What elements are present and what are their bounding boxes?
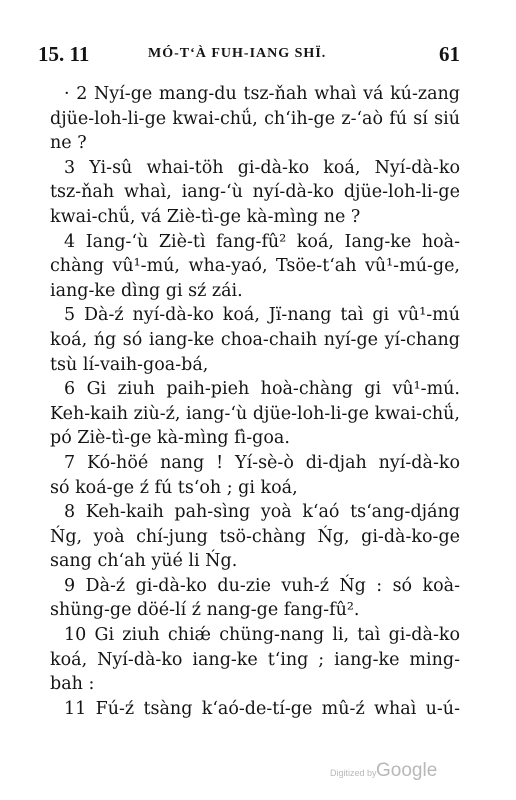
text-line: pó Ziè-tì-ge kà-mìng fì-goa. [50, 428, 290, 449]
text-line: koá, Nyí-dà-ko iang-ke tʻing ; iang-ke ming- [50, 649, 460, 670]
text-line: 4 Iang-ʻù Ziè-tì fang-fû² koá, Iang-ke hoà- [64, 231, 460, 252]
text-line: sang chʻah yüé li Ńg. [50, 551, 238, 572]
text-line: kwai-chǘ, vá Ziè-tì-ge kà-mìng ne ? [50, 206, 361, 227]
digitization-watermark [330, 760, 440, 786]
text-line: ne ? [50, 133, 87, 154]
text-line: 6 Gi ziuh paih-pieh hoà-chàng gi vû¹-mú. [64, 379, 460, 400]
text-line: tsù lí-vaih-goa-bá, [50, 354, 209, 375]
chapter-verse-ref: 15. 11 [38, 42, 90, 66]
running-title: MÓ-TʻÀ FUH-IANG SHÏ. [148, 46, 327, 61]
text-line: koá, ńg só iang-ke choa-chaih nyí-ge yí-chang [50, 329, 460, 350]
google-logo: Google [376, 760, 438, 781]
text-line: · 2 Nyí-ge mang-du tsz-ňah whaì vá kú-zang [64, 84, 460, 104]
scripture-text [50, 82, 460, 721]
page-number: 61 [439, 42, 460, 66]
text-line: 3 Yi-sû whai-töh gi-dà-ko koá, Nyí-dà-ko [64, 157, 460, 178]
text-line: 7 Kó-höé nang ! Yí-sè-ò di-djah nyí-dà-ko [64, 452, 460, 473]
text-line: 5 Dà-ź nyí-dà-ko koá, Jï-nang taì gi vû¹-mú [64, 305, 460, 326]
text-line: shüng-ge döé-lí ź nang-ge fang-fû². [50, 600, 360, 621]
text-line: djüe-loh-li-ge kwai-chǘ, chʻih-ge z-ʻaò fú sí siú [50, 108, 460, 129]
text-line: só koá-ge ź fú tsʻoh ; gi koá, [50, 477, 298, 498]
text-line: 9 Dà-ź gi-dà-ko du-zie vuh-ź Ńg : só koà- [64, 575, 460, 596]
text-line: 10 Gi ziuh chiǽ chüng-nang li, taì gi-dà-ko [64, 625, 460, 646]
text-line: chàng vû¹-mú, wha-yaó, Tsöe-tʻah vû¹-mú-ge, [50, 256, 460, 277]
text-line: bah : [50, 674, 95, 695]
text-line: 8 Keh-kaih pah-sìng yoà kʻaó tsʻang-djáng [64, 502, 460, 523]
text-line: Ńg, yoà chí-jung tsö-chàng Ńg, gi-dà-ko-ge [50, 526, 460, 547]
running-header [38, 42, 460, 68]
digitized-by-label: Digitized by [330, 768, 377, 778]
text-line: 11 Fú-ź tsàng kʻaó-de-tí-ge mû-ź whaì u-ú- [64, 698, 460, 719]
text-line: tsz-ňah whaì, iang-ʻù nyí-dà-ko djüe-loh-li-ge [50, 182, 460, 203]
text-line: Keh-kaih ziù-ź, iang-ʻù djüe-loh-li-ge kwai-chǘ, [50, 403, 460, 424]
text-line: iang-ke dìng gi sź zái. [50, 280, 243, 301]
